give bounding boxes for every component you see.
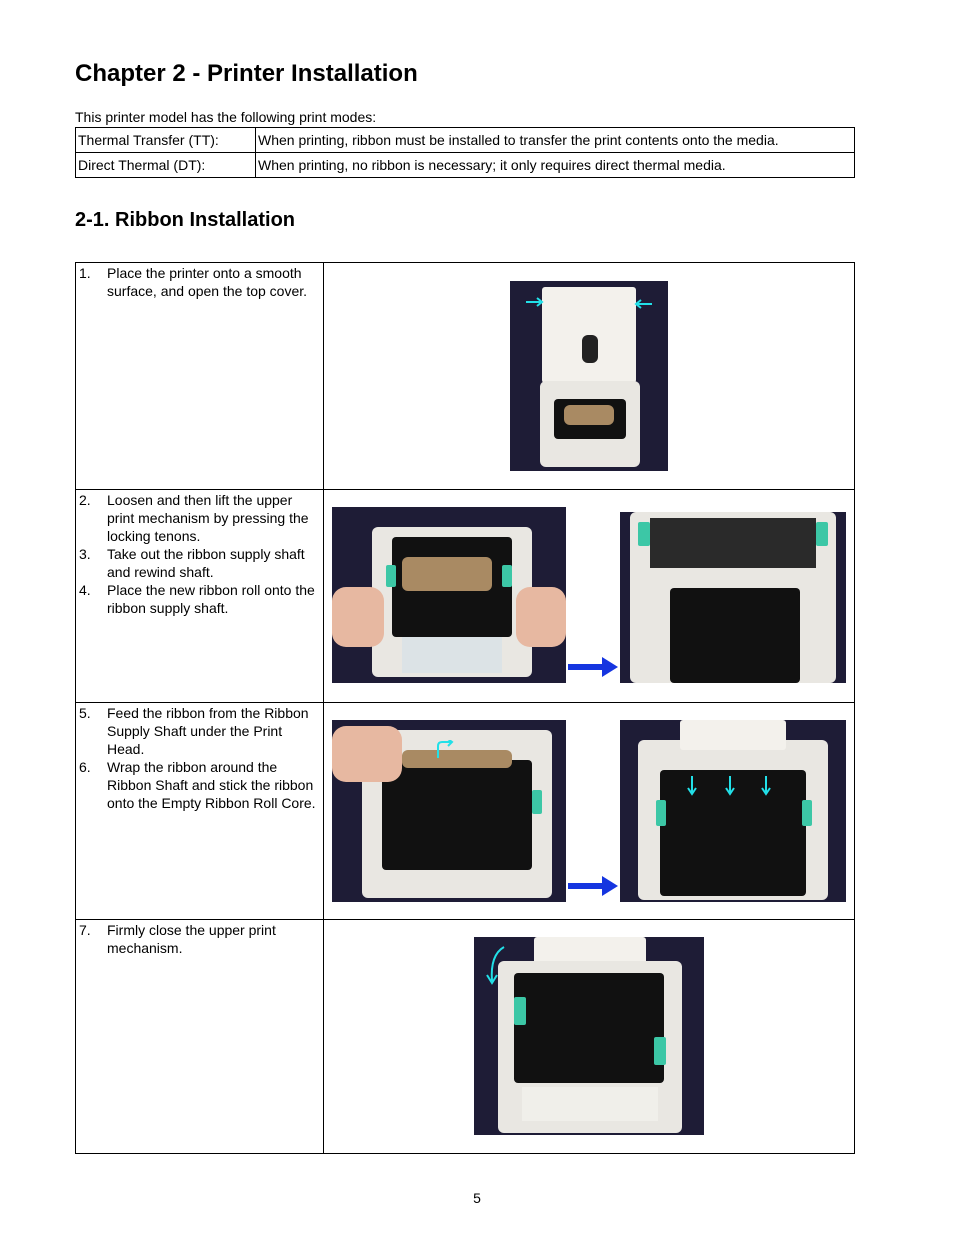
lift-mechanism-photo xyxy=(332,507,566,683)
intro-text: This printer model has the following print modes: xyxy=(75,109,377,125)
step-text: Feed the ribbon from the Ribbon Supply Shaft under the Print Head. xyxy=(107,705,309,757)
step-text-cell xyxy=(76,703,324,919)
step-list xyxy=(76,921,319,957)
cyan-arrow-icon xyxy=(434,740,456,760)
step-text: Take out the ribbon supply shaft and rewind shaft. xyxy=(107,546,305,580)
step-text-cell xyxy=(76,263,324,489)
step-number: 6. xyxy=(79,759,91,775)
step-text-cell xyxy=(76,490,324,702)
close-mechanism-photo xyxy=(474,937,704,1135)
step-text-cell xyxy=(76,920,324,1153)
list-item xyxy=(76,491,319,545)
next-arrow-icon xyxy=(568,655,618,679)
mode-name-cell: Thermal Transfer (TT): xyxy=(76,128,256,153)
cyan-arrow-icon xyxy=(526,297,548,307)
step-number: 3. xyxy=(79,546,91,562)
cyan-arrows-icon xyxy=(686,776,786,798)
step-number: 7. xyxy=(79,922,91,938)
print-modes-table xyxy=(75,127,855,178)
step-row xyxy=(76,920,854,1153)
step-media-cell xyxy=(324,263,854,489)
list-item xyxy=(76,545,319,581)
wrap-ribbon-photo xyxy=(620,720,846,902)
list-item xyxy=(76,704,319,758)
page-number: 5 xyxy=(473,1190,481,1206)
cyan-arrow-icon xyxy=(484,945,508,989)
list-item xyxy=(76,921,319,957)
step-text: Loosen and then lift the upper print mechanism by pressing the locking tenons. xyxy=(107,492,309,544)
table-row xyxy=(76,153,855,178)
steps-table xyxy=(75,262,855,1154)
chapter-title: Chapter 2 - Printer Installation xyxy=(75,60,418,87)
step-text: Place the printer onto a smooth surface, and open the top cover. xyxy=(107,265,308,299)
step-media-cell xyxy=(324,490,854,702)
step-text: Wrap the ribbon around the Ribbon Shaft and stick the ribbon onto the Empty Ribbon Roll Core. xyxy=(107,759,316,811)
list-item xyxy=(76,264,319,300)
table-row xyxy=(76,128,855,153)
list-item xyxy=(76,581,319,617)
printer-open-cover-photo xyxy=(510,281,668,471)
step-media-cell xyxy=(324,920,854,1153)
feed-ribbon-photo xyxy=(332,720,566,902)
mode-description-cell: When printing, no ribbon is necessary; it only requires direct thermal media. xyxy=(256,153,855,178)
list-item xyxy=(76,758,319,812)
section-title: 2-1. Ribbon Installation xyxy=(75,209,296,231)
step-number: 5. xyxy=(79,705,91,721)
step-text: Firmly close the upper print mechanism. xyxy=(107,922,276,956)
step-row xyxy=(76,703,854,920)
step-text: Place the new ribbon roll onto the ribbon supply shaft. xyxy=(107,582,315,616)
mode-name-cell: Direct Thermal (DT): xyxy=(76,153,256,178)
step-list xyxy=(76,491,319,617)
new-ribbon-roll-photo xyxy=(620,512,846,683)
step-row xyxy=(76,263,854,490)
step-row xyxy=(76,490,854,703)
step-number: 1. xyxy=(79,265,91,281)
next-arrow-icon xyxy=(568,874,618,898)
cyan-arrow-icon xyxy=(630,299,652,309)
step-list xyxy=(76,704,319,812)
step-list xyxy=(76,264,319,300)
step-number: 4. xyxy=(79,582,91,598)
mode-description-cell: When printing, ribbon must be installed to transfer the print contents onto the media. xyxy=(256,128,855,153)
step-number: 2. xyxy=(79,492,91,508)
step-media-cell xyxy=(324,703,854,919)
